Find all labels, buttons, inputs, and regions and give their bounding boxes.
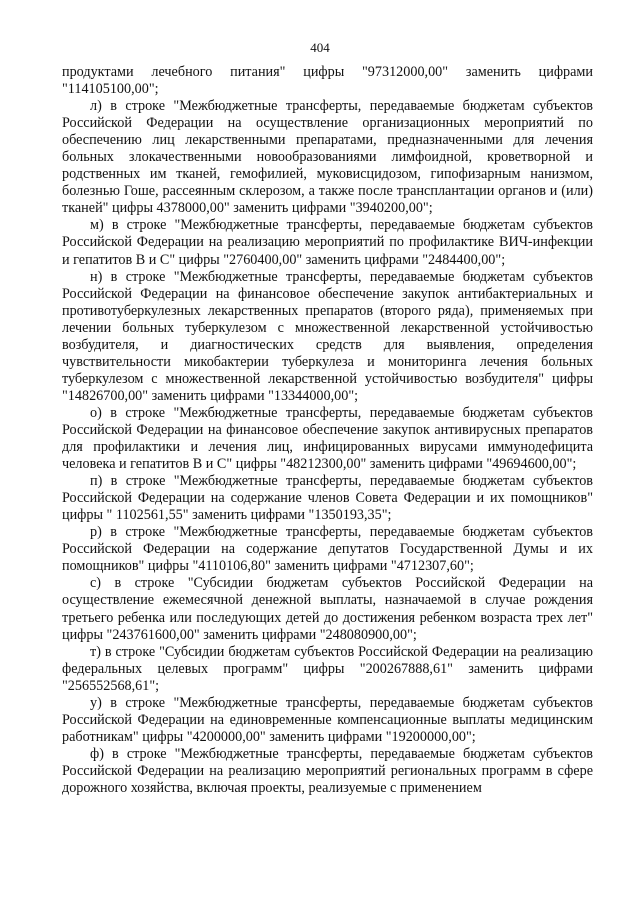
paragraph-item-n: н) в строке "Межбюджетные трансферты, передаваемые бюджетам субъектов Российской Федерации на финансовое обеспечение закупок антибактериальных и противотуберкулезных лекарственных препаратов (второго ряда), применяемых при лечении больных туберкулезом с множественной лекарственной устойчивостью возбудителя, и диагностических средств для выявления, определения чувствительности микобактерии туберкулеза и мониторинга лечения больных туберкулезом с множественной лекарственной устойчивостью возбудителя" цифры "14826700,00" заменить цифрами "13344000,00"; <box>62 268 593 404</box>
paragraph-item-s: с) в строке "Субсидии бюджетам субъектов Российской Федерации на осуществление ежемесячной денежной выплаты, назначаемой в случае рождения третьего ребенка или последующих детей до достижения ребенком возраста трех лет" цифры "243761600,00" заменить цифрами "248080900,00"; <box>62 575 593 643</box>
paragraph-item-u: у) в строке "Межбюджетные трансферты, передаваемые бюджетам субъектов Российской Федерации на единовременные компенсационные выплаты медицинским работникам" цифры "4200000,00" заменить цифрами "19200000,00"; <box>62 694 593 745</box>
paragraph-item-l: л) в строке "Межбюджетные трансферты, передаваемые бюджетам субъектов Российской Федерации на осуществление организационных мероприятий по обеспечению лиц лекарственными препаратами, предназначенными для лечения больных злокачественными новообразованиями лимфоидной, кроветворной и родственных им тканей, гемофилией, муковисцидозом, гипофизарным нанизмом, болезнью Гоше, рассеянным склерозом, а также после трансплантации органов и (или) тканей" цифры 4378000,00" заменить цифрами "3940200,00"; <box>62 98 593 217</box>
page-number: 404 <box>310 40 330 55</box>
paragraph-continuation: продуктами лечебного питания" цифры "97312000,00" заменить цифрами "114105100,00"; <box>62 64 593 98</box>
paragraph-item-o: о) в строке "Межбюджетные трансферты, передаваемые бюджетам субъектов Российской Федерации на финансовое обеспечение закупок антивирусных препаратов для профилактики и лечения лиц, инфицированных вирусами иммунодефицита человека и гепатитов В и С" цифры "48212300,00" заменить цифрами "49694600,00"; <box>62 404 593 473</box>
document-body <box>62 64 593 797</box>
paragraph-item-p: п) в строке "Межбюджетные трансферты, передаваемые бюджетам субъектов Российской Федерации на содержание членов Совета Федерации и их помощников" цифры " 1102561,55" заменить цифрами "1350193,35"; <box>62 473 593 524</box>
paragraph-item-r: р) в строке "Межбюджетные трансферты, передаваемые бюджетам субъектов Российской Федерации на содержание депутатов Государственной Думы и их помощников" цифры "4110106,80" заменить цифрами "4712307,60"; <box>62 524 593 575</box>
paragraph-item-t: т) в строке "Субсидии бюджетам субъектов Российской Федерации на реализацию федеральных целевых программ" цифры "200267888,61" заменить цифрами "256552568,61"; <box>62 643 593 694</box>
paragraph-item-m: м) в строке "Межбюджетные трансферты, передаваемые бюджетам субъектов Российской Федерации на реализацию мероприятий по профилактике ВИЧ-инфекции и гепатитов В и С" цифры "2760400,00" заменить цифрами "2484400,00"; <box>62 217 593 268</box>
paragraph-item-f: ф) в строке "Межбюджетные трансферты, передаваемые бюджетам субъектов Российской Федерации на реализацию мероприятий региональных программ в сфере дорожного хозяйства, включая проекты, реализуемые с применением <box>62 745 593 796</box>
